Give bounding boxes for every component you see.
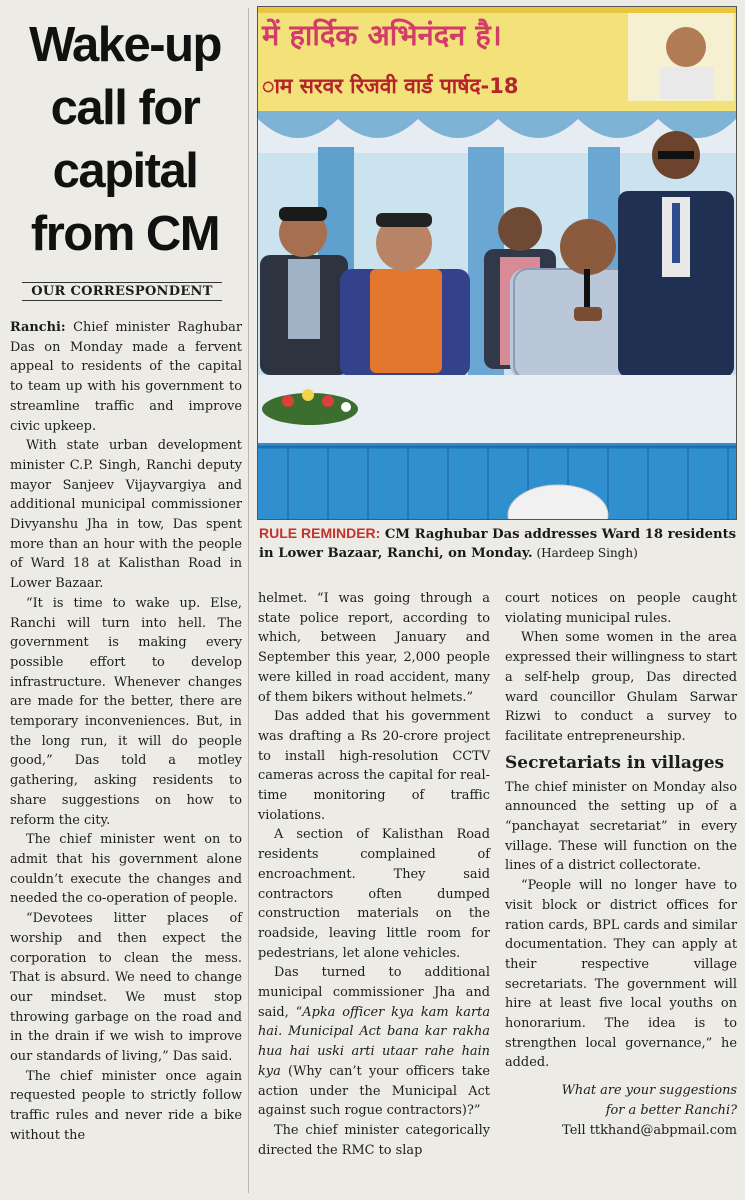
article-paragraph: Das added that his government was drafting a Rs 20-crore project to install high-resolution CCTV cameras across the capital for real-time monitoring of traffic violations.: [258, 709, 490, 823]
contact-email: Tell ttkhand@abpmail.com: [562, 1122, 737, 1138]
paragraph-text: (Why can’t your officers take action under the Municipal Act against such rogue contractors)?”: [258, 1063, 490, 1119]
banner-portrait: [666, 27, 706, 67]
article-column-2: [258, 589, 490, 1160]
banner-text-2: ाम सरवर रिजवी वार्ड पार्षद-18: [262, 74, 519, 98]
article-paragraph: court notices on people caught violating municipal rules.: [505, 591, 737, 626]
signoff-line: What are your suggestions: [561, 1083, 737, 1099]
article-paragraph: helmet. “I was going through a state police report, according to which, between January and September this year, 2,000 people were killed in road accident, many of them bikers without helmets.”: [258, 591, 490, 705]
article-paragraph: The chief minister categorically directed the RMC to slap: [258, 1122, 490, 1158]
article-paragraph: “People will no longer have to visit block or district offices for ration cards, BPL cards and similar documentation. They can apply at their respective village secretariats. The government will hire at least five local youths on honorarium. The idea is to strengthen local governance,” he added.: [505, 878, 737, 1071]
signoff-line: for a better Ranchi?: [605, 1102, 737, 1118]
article-paragraph: A section of Kalisthan Road residents complained of encroachment. They said contractors often dumped construction materials on the roadside, leaving little room for pedestrians, let alone vehicles.: [258, 827, 490, 961]
article-column-3: [505, 589, 737, 1140]
byline: OUR CORRESPONDENT: [22, 282, 222, 301]
photo-illustration: [258, 7, 736, 519]
subheading: Secretariats in villages: [505, 752, 725, 773]
photo-caption: [259, 524, 737, 563]
article-paragraph: The chief minister on Monday also announced the setting up of a “panchayat secretariat” in every village. These will function on the lines of a district collectorate.: [505, 779, 737, 874]
article-paragraph: The chief minister once again requested people to strictly follow traffic rules and never ride a bike without the: [10, 1068, 242, 1143]
column-divider: [248, 8, 249, 1193]
reader-signoff: [505, 1081, 737, 1140]
headline-line-4: from CM: [30, 207, 220, 261]
article-column-1: [10, 318, 242, 1146]
article-paragraph: With state urban development minister C.P. Singh, Ranchi deputy mayor Sanjeev Vijayvargiya and additional municipal commissioner Divyanshu Jha in tow, Das spent more than an hour with the people of Ward 18 at Kalisthan Road in Lower Bazaar.: [10, 438, 242, 592]
photo-credit: (Hardeep Singh): [532, 546, 638, 560]
hindi-quote: Apka officer kya kam karta hai. Municipal Act bana kar rakha hua hai uski arti utaar rahe hain kya: [258, 1004, 491, 1079]
caption-text: CM Raghubar Das addresses Ward 18 residents in Lower Bazaar, Ranchi, on Monday.: [259, 527, 737, 561]
article-paragraph: The chief minister went on to admit that his government alone couldn’t execute the changes and needed the co-operation of people.: [10, 832, 242, 907]
headline-line-3: capital: [52, 144, 198, 198]
article-paragraph: “It is time to wake up. Else, Ranchi will turn into hell. The government is making every possible effort to develop infrastructure. Whenever changes are made for the better, there are temporary inconveniences. But, in the long run, it will do people good,” Das told a motley gathering, asking residents to share suggestions on how to reform the city.: [10, 595, 242, 828]
news-photo: [257, 6, 737, 520]
dateline: Ranchi:: [10, 320, 66, 335]
article-paragraph: [10, 318, 242, 436]
caption-label: RULE REMINDER:: [259, 525, 381, 541]
article-paragraph: “Devotees litter places of worship and then expect the corporation to clean the mess. That is absurd. We need to change our mindset. We must stop throwing garbage on the road and in the drain if we wish to improve our standards of living,” Das said.: [10, 911, 242, 1065]
article-paragraph: When some women in the area expressed their willingness to start a self-help group, Das directed ward councillor Ghulam Sarwar Rizwi to conduct a survey to facilitate entrepreneurship.: [505, 630, 737, 744]
paragraph-text: Das turned to additional municipal commissioner Jha and said, “: [258, 965, 490, 1020]
headline-line-1: Wake-up: [29, 18, 221, 72]
headline: [8, 14, 242, 266]
article-paragraph: [258, 963, 490, 1121]
paragraph-text: Chief minister Raghubar Das on Monday made a fervent appeal to residents of the capital to team up with his government to streamline traffic and improve civic upkeep.: [10, 320, 242, 434]
banner-text-1: में हार्दिक अभिनंदन है।: [262, 18, 502, 52]
headline-line-2: call for: [50, 81, 200, 135]
